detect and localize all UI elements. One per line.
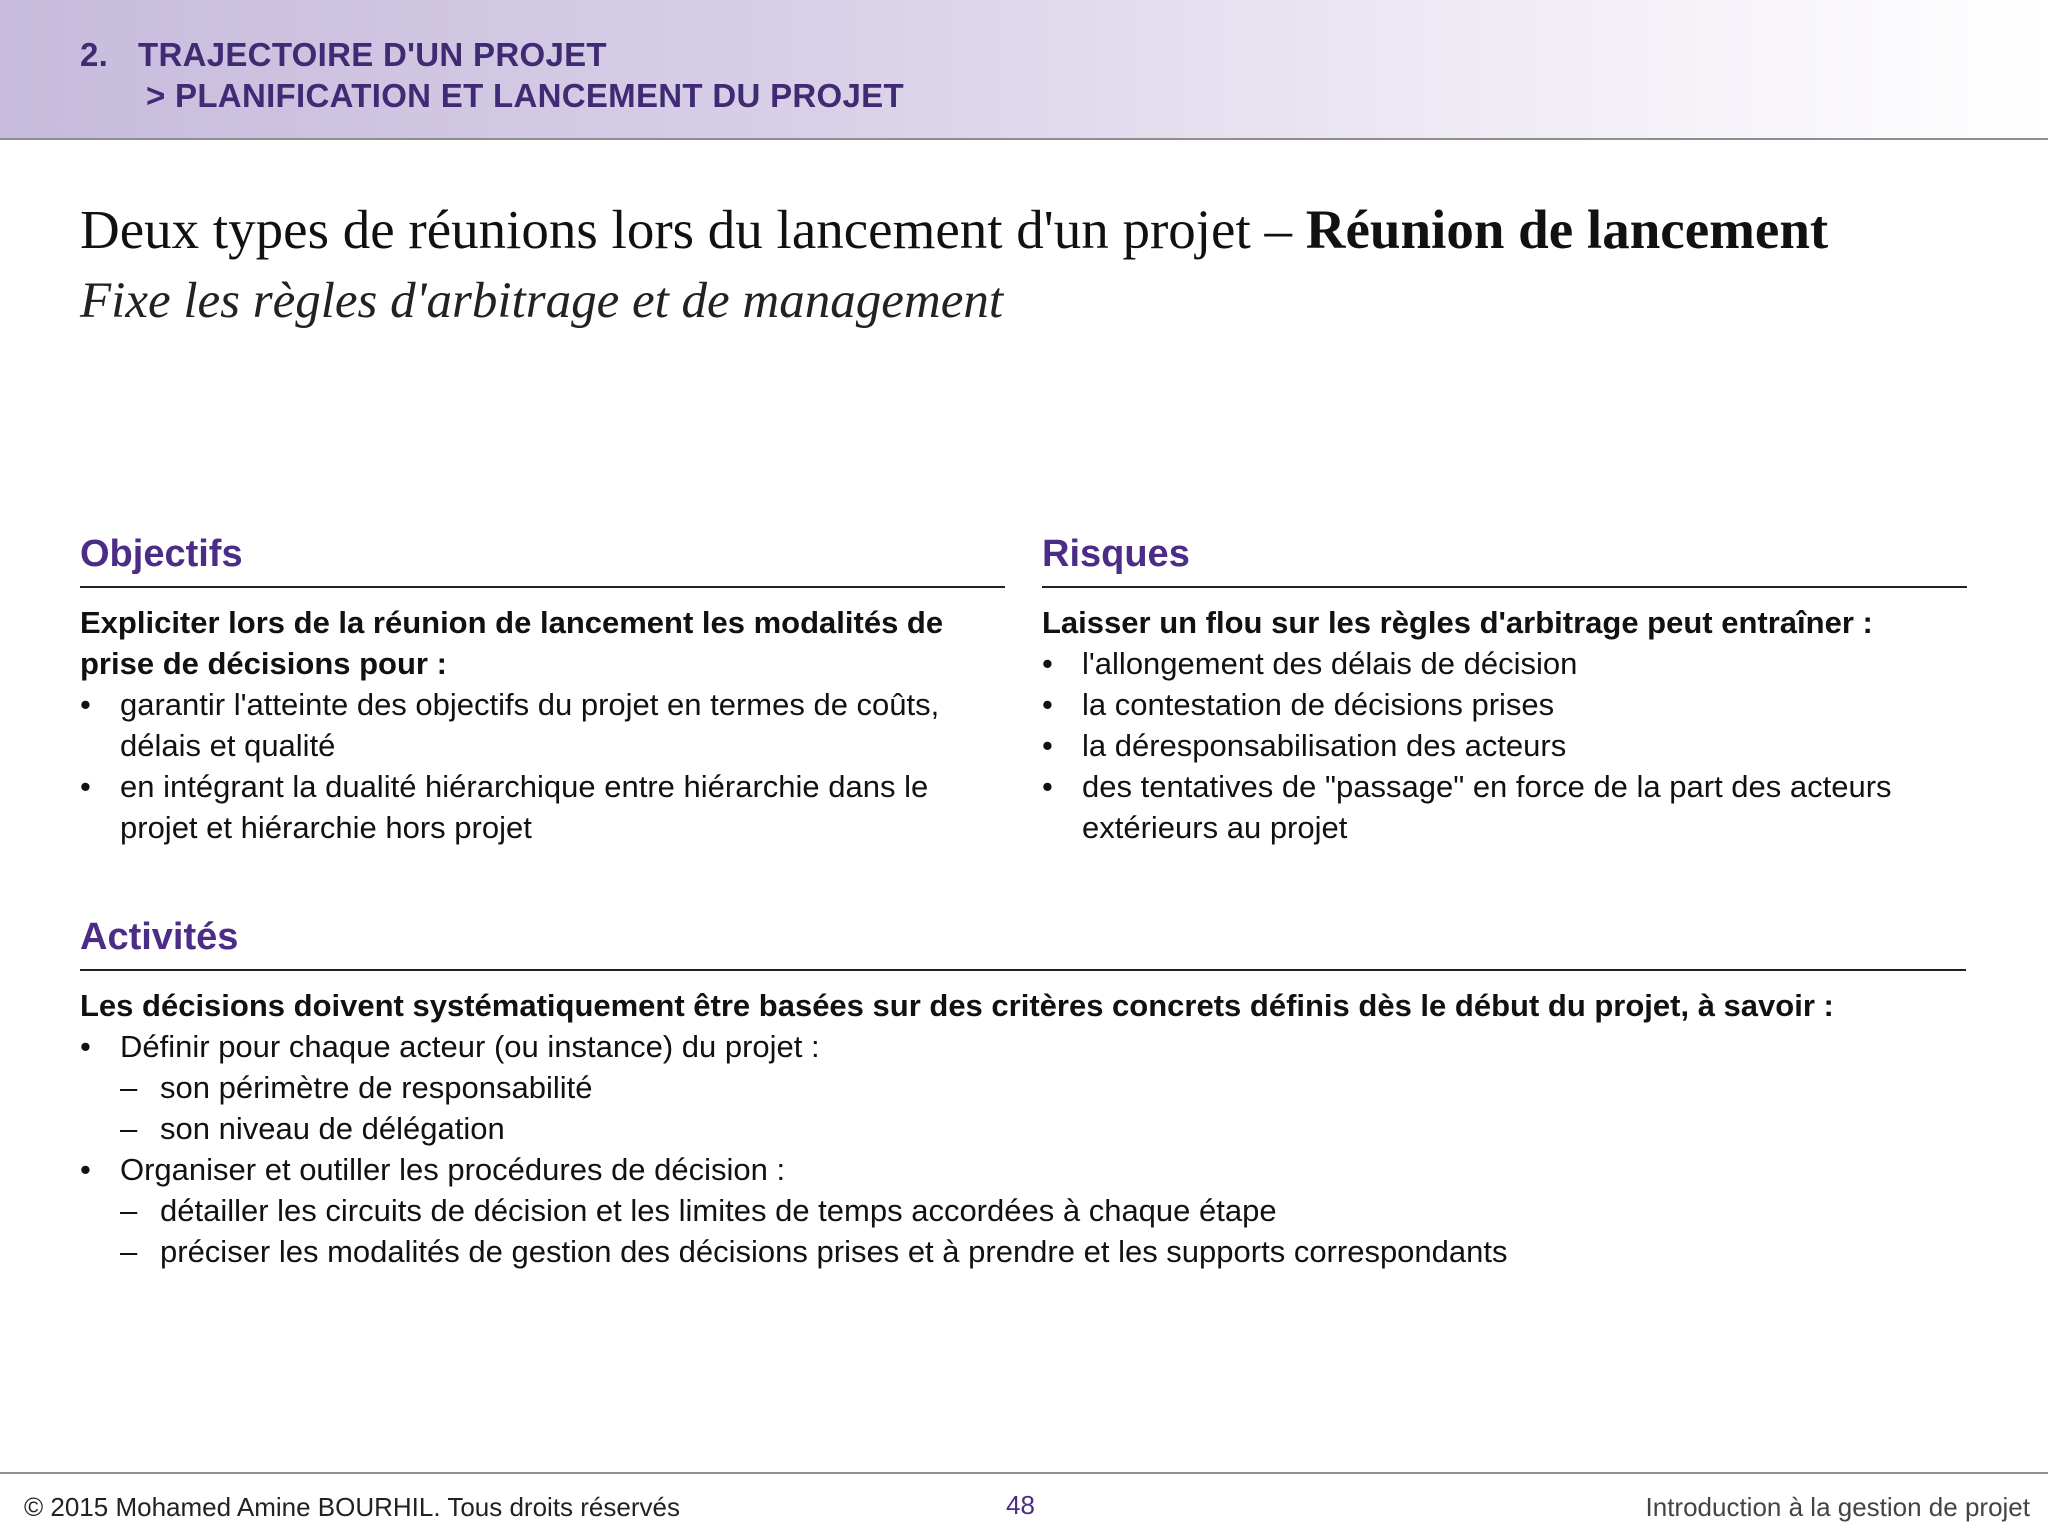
section-title: TRAJECTOIRE D'UN PROJET xyxy=(138,36,607,73)
footer-course-title: Introduction à la gestion de projet xyxy=(1645,1492,2030,1522)
sub-list-item xyxy=(80,1108,1966,1149)
dash-icon: – xyxy=(120,1070,138,1105)
dash-icon: – xyxy=(120,1193,138,1228)
objectifs-list xyxy=(80,684,1005,848)
bullet-icon: • xyxy=(1042,687,1053,722)
section-number: 2. xyxy=(80,36,109,73)
bullet-icon: • xyxy=(80,1029,91,1064)
activites-block xyxy=(80,911,1966,1272)
bullet-icon: • xyxy=(80,769,91,804)
list-item-text: préciser les modalités de gestion des décisions prises et à prendre et les supports correspondants xyxy=(160,1234,1508,1269)
list-item xyxy=(80,766,1005,848)
dash-icon: – xyxy=(120,1234,138,1269)
bullet-icon: • xyxy=(1042,646,1053,681)
list-item xyxy=(80,684,1005,766)
slide-title-emphasis: Réunion de lancement xyxy=(1305,199,1829,260)
list-item xyxy=(1042,766,1967,848)
list-item-text: la contestation de décisions prises xyxy=(1082,687,1555,722)
dash-icon: – xyxy=(120,1111,138,1146)
risques-heading: Risques xyxy=(1042,528,1967,588)
page-number: 48 xyxy=(1006,1490,1035,1520)
list-item xyxy=(1042,643,1967,684)
activites-lead: Les décisions doivent systématiquement être basées sur des critères concrets définis dès le début du projet, à savoir : xyxy=(80,988,1834,1023)
section-heading xyxy=(80,36,607,74)
list-item-text: l'allongement des délais de décision xyxy=(1082,646,1578,681)
list-item-text: en intégrant la dualité hiérarchique entre hiérarchie dans le projet et hiérarchie hors projet xyxy=(120,769,929,845)
activites-heading: Activités xyxy=(80,911,1966,971)
bullet-icon: • xyxy=(1042,769,1053,804)
list-item xyxy=(80,1026,1966,1067)
bullet-icon: • xyxy=(80,1152,91,1187)
risques-block xyxy=(1042,528,1967,848)
footer-divider xyxy=(0,1472,2048,1474)
objectifs-lead: Expliciter lors de la réunion de lancement les modalités de prise de décisions pour : xyxy=(80,605,944,681)
slide-title xyxy=(80,198,1980,261)
sub-list-item xyxy=(80,1231,1966,1272)
list-item-text: détailler les circuits de décision et les limites de temps accordées à chaque étape xyxy=(160,1193,1277,1228)
list-item-text: son périmètre de responsabilité xyxy=(160,1070,593,1105)
list-item-text: des tentatives de "passage" en force de la part des acteurs extérieurs au projet xyxy=(1082,769,1892,845)
risques-list xyxy=(1042,643,1967,848)
risques-lead: Laisser un flou sur les règles d'arbitrage peut entraîner : xyxy=(1042,605,1873,640)
subsection-heading: > PLANIFICATION ET LANCEMENT DU PROJET xyxy=(146,77,904,114)
bullet-icon: • xyxy=(80,687,91,722)
list-item-text: garantir l'atteinte des objectifs du projet en termes de coûts, délais et qualité xyxy=(120,687,940,763)
list-item xyxy=(1042,725,1967,766)
list-item xyxy=(1042,684,1967,725)
sub-list-item xyxy=(80,1067,1966,1108)
list-item-text: Organiser et outiller les procédures de décision : xyxy=(120,1152,786,1187)
slide-title-main: Deux types de réunions lors du lancement d'un projet – xyxy=(80,199,1292,260)
bullet-icon: • xyxy=(1042,728,1053,763)
list-item-text: son niveau de délégation xyxy=(160,1111,505,1146)
activites-list xyxy=(80,1026,1966,1272)
list-item-text: Définir pour chaque acteur (ou instance) du projet : xyxy=(120,1029,820,1064)
sub-list-item xyxy=(80,1190,1966,1231)
list-item xyxy=(80,1149,1966,1190)
slide-subtitle: Fixe les règles d'arbitrage et de management xyxy=(80,273,1004,329)
objectifs-heading: Objectifs xyxy=(80,528,1005,588)
objectifs-block xyxy=(80,528,1005,848)
footer-copyright: © 2015 Mohamed Amine BOURHIL. Tous droits réservés xyxy=(24,1492,680,1522)
list-item-text: la déresponsabilisation des acteurs xyxy=(1082,728,1567,763)
